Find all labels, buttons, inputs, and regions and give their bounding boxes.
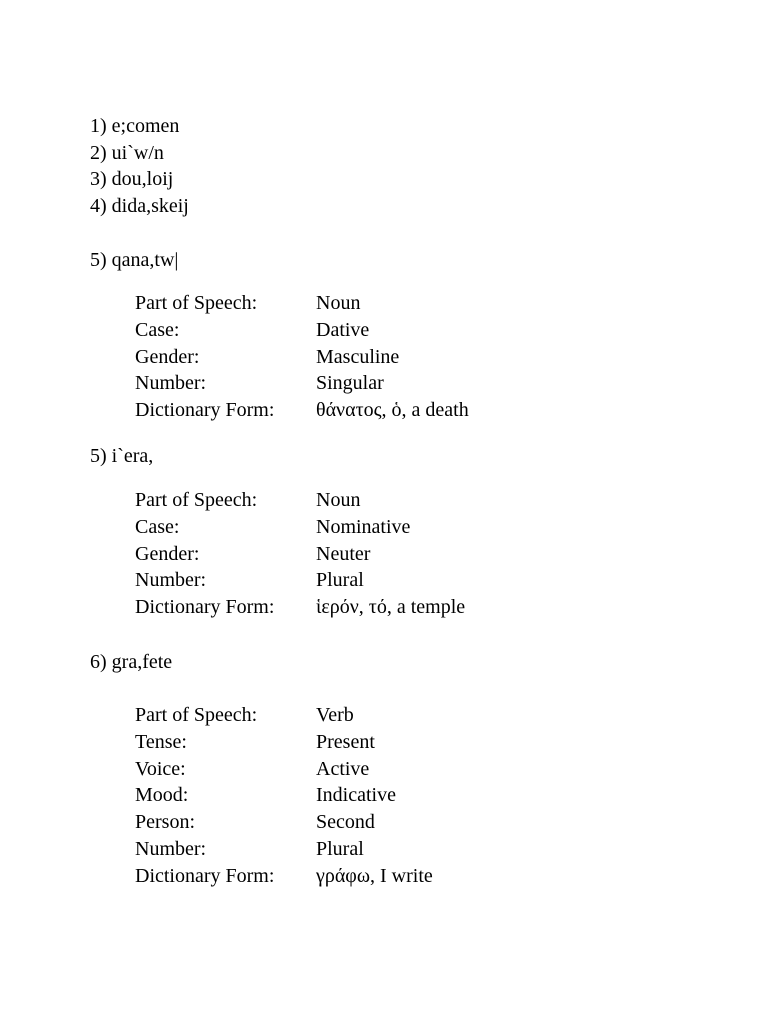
- row-value: Noun: [316, 489, 361, 511]
- row-label: Gender:: [135, 542, 200, 565]
- row-value: θάνατος, ὁ, a death: [316, 399, 469, 422]
- row-value: Plural: [316, 569, 364, 592]
- row-label: Number:: [135, 837, 207, 860]
- row-label: Voice:: [135, 757, 186, 780]
- section-heading: 6) gra,fete: [90, 651, 173, 673]
- row-label: Dictionary Form:: [135, 399, 275, 422]
- row-value: Dative: [316, 318, 370, 341]
- list-item: 4) dida,skeij: [90, 195, 189, 217]
- row-value: γράφω, I write: [316, 864, 433, 887]
- row-label: Part of Speech:: [135, 292, 258, 314]
- row-value: Noun: [316, 292, 361, 314]
- row-value: Plural: [316, 837, 364, 860]
- row-label: Case:: [135, 318, 180, 341]
- row-value: Neuter: [316, 542, 371, 565]
- row-label: Part of Speech:: [135, 489, 258, 511]
- list-item: 1) e;comen: [90, 115, 180, 137]
- row-label: Dictionary Form:: [135, 596, 275, 619]
- list-item: 2) ui`w/n: [90, 142, 164, 164]
- row-label: Gender:: [135, 345, 200, 368]
- row-label: Mood:: [135, 784, 189, 807]
- row-label: Case:: [135, 515, 180, 538]
- row-value: Second: [316, 811, 375, 834]
- row-label: Number:: [135, 372, 207, 395]
- row-label: Number:: [135, 569, 207, 592]
- row-label: Tense:: [135, 730, 187, 753]
- list-item: 3) dou,loij: [90, 168, 174, 190]
- row-value: Active: [316, 757, 370, 780]
- row-value: Indicative: [316, 784, 396, 807]
- section-heading: 5) i`era,: [90, 445, 154, 467]
- row-label: Part of Speech:: [135, 704, 258, 726]
- row-label: Dictionary Form:: [135, 864, 275, 887]
- row-label: Person:: [135, 811, 195, 834]
- section-heading: 5) qana,tw|: [90, 249, 179, 271]
- row-value: Masculine: [316, 345, 400, 368]
- row-value: Present: [316, 730, 375, 753]
- row-value: Nominative: [316, 515, 411, 538]
- row-value: Singular: [316, 372, 384, 395]
- row-value: ἱερόν, τό, a temple: [316, 596, 466, 619]
- row-value: Verb: [316, 704, 354, 726]
